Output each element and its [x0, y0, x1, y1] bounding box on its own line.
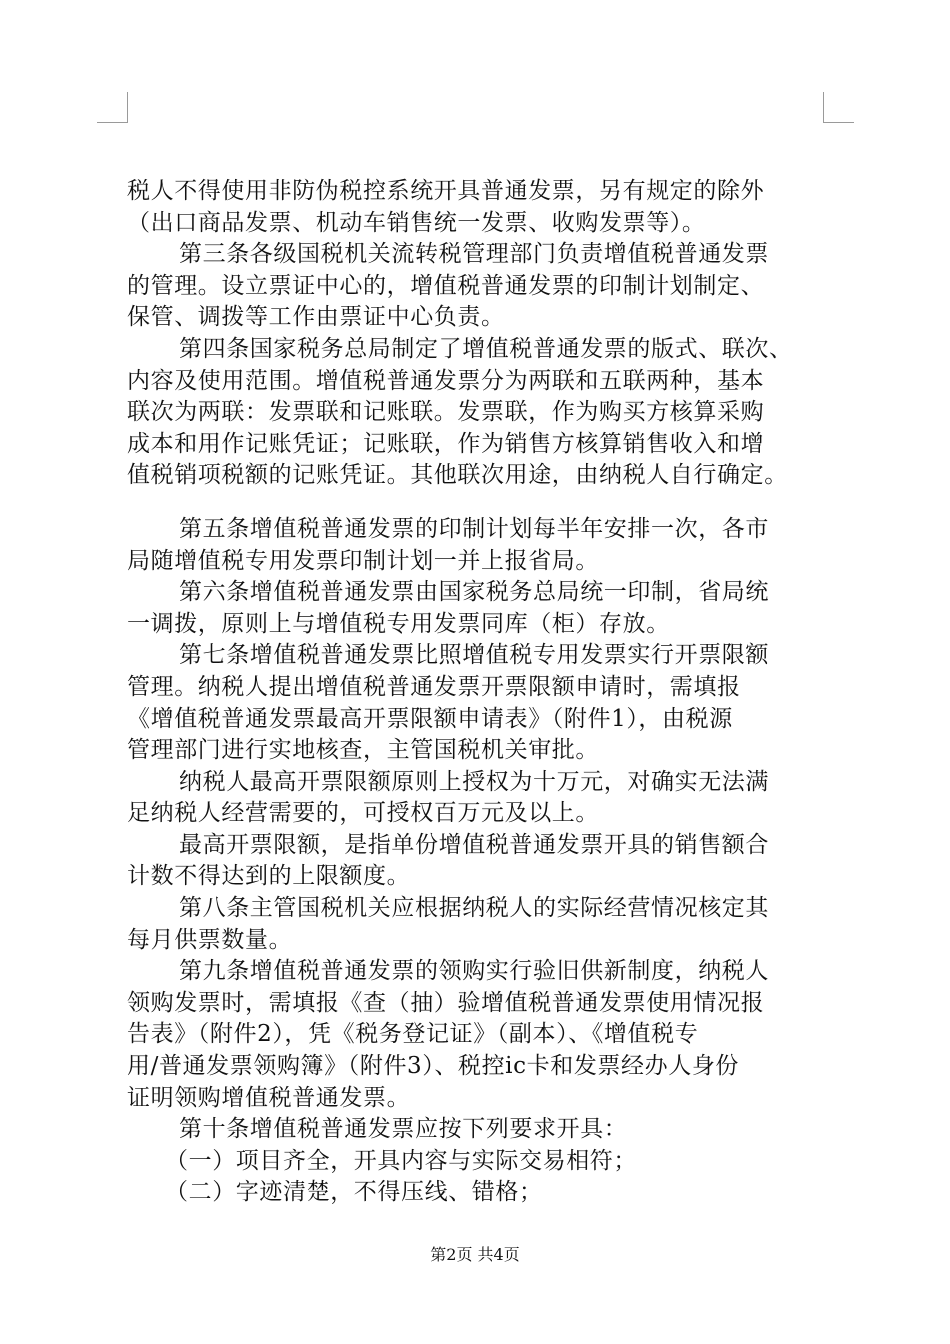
text-line: 第七条增值税普通发票比照增值税专用发票实行开票限额: [179, 642, 769, 669]
paragraph: [127, 1146, 847, 1178]
page-number: 第2页 共4页: [430, 1245, 520, 1264]
text-line: 内容及使用范围。增值税普通发票分为两联和五联两种，基本: [127, 367, 765, 394]
text-line: 的管理。设立票证中心的，增值税普通发票的印制计划制定、: [127, 272, 765, 299]
text-line: 成本和用作记账凭证；记账联，作为销售方核算销售收入和增: [127, 430, 765, 457]
text-line: 联次为两联：发票联和记账联。发票联，作为购买方核算采购: [127, 399, 765, 426]
text-line: 每月供票数量。: [127, 926, 293, 953]
paragraph: [127, 1114, 847, 1146]
text-line: 第三条各级国税机关流转税管理部门负责增值税普通发票: [179, 241, 769, 268]
text-line: 管理。纳税人提出增值税普通发票开票限额申请时，需填报: [127, 673, 741, 700]
text-line: 值税销项税额的记账凭证。其他联次用途，由纳税人自行确定。: [127, 462, 788, 489]
text-line: 第四条国家税务总局制定了增值税普通发票的版式、联次、: [179, 335, 793, 362]
paragraph: [127, 767, 847, 830]
crop-mark-top-left: [97, 92, 128, 123]
text-line: 足纳税人经营需要的，可授权百万元及以上。: [127, 800, 599, 827]
text-line: 《增值税普通发票最高开票限额申请表》（附件1），由税源: [127, 705, 733, 732]
text-line: 第五条增值税普通发票的印制计划每半年安排一次，各市: [179, 515, 769, 542]
text-line: （一）项目齐全，开具内容与实际交易相符；: [165, 1147, 637, 1174]
text-line: 计数不得达到的上限额度。: [127, 863, 411, 890]
paragraph: [127, 640, 847, 766]
paragraph: [127, 1177, 847, 1209]
text-line: 一调拨，原则上与增值税专用发票同库（柜）存放。: [127, 610, 670, 637]
text-line: 局随增值税专用发票印制计划一并上报省局。: [127, 547, 599, 574]
text-line: 管理部门进行实地核查，主管国税机关审批。: [127, 737, 599, 764]
paragraph: [127, 239, 847, 334]
text-line: 税人不得使用非防伪税控系统开具普通发票，另有规定的除外: [127, 178, 765, 204]
text-line: （出口商品发票、机动车销售统一发票、收购发票等）。: [127, 209, 706, 236]
text-line: 领购发票时，需填报《查（抽）验增值税普通发票使用情况报: [127, 989, 765, 1016]
text-line: 保管、调拨等工作由票证中心负责。: [127, 304, 505, 331]
text-line: 第九条增值税普通发票的领购实行验旧供新制度，纳税人: [179, 958, 769, 985]
document-body: [127, 176, 847, 1209]
text-line: 证明领购增值税普通发票。: [127, 1084, 411, 1111]
paragraph: [127, 514, 847, 577]
text-line: 纳税人最高开票限额原则上授权为十万元，对确实无法满: [179, 768, 769, 795]
crop-mark-top-right: [823, 92, 854, 123]
paragraph: [127, 893, 847, 956]
text-line: （二）字迹清楚，不得压线、错格；: [165, 1179, 543, 1206]
paragraph-gap: [127, 492, 847, 514]
paragraph: [127, 176, 847, 239]
paragraph: [127, 956, 847, 1114]
text-line: 第八条主管国税机关应根据纳税人的实际经营情况核定其: [179, 895, 769, 922]
paragraph: [127, 334, 847, 492]
text-line: 用/普通发票领购簿》（附件3）、税控ic卡和发票经办人身份: [127, 1053, 740, 1080]
text-line: 最高开票限额，是指单份增值税普通发票开具的销售额合: [179, 831, 769, 858]
text-line: 告表》（附件2），凭《税务登记证》（副本）、《增值税专: [127, 1021, 699, 1048]
paragraph: [127, 577, 847, 640]
text-line: 第十条增值税普通发票应按下列要求开具：: [179, 1116, 628, 1143]
text-line: 第六条增值税普通发票由国家税务总局统一印制，省局统: [179, 579, 769, 606]
paragraph: [127, 830, 847, 893]
